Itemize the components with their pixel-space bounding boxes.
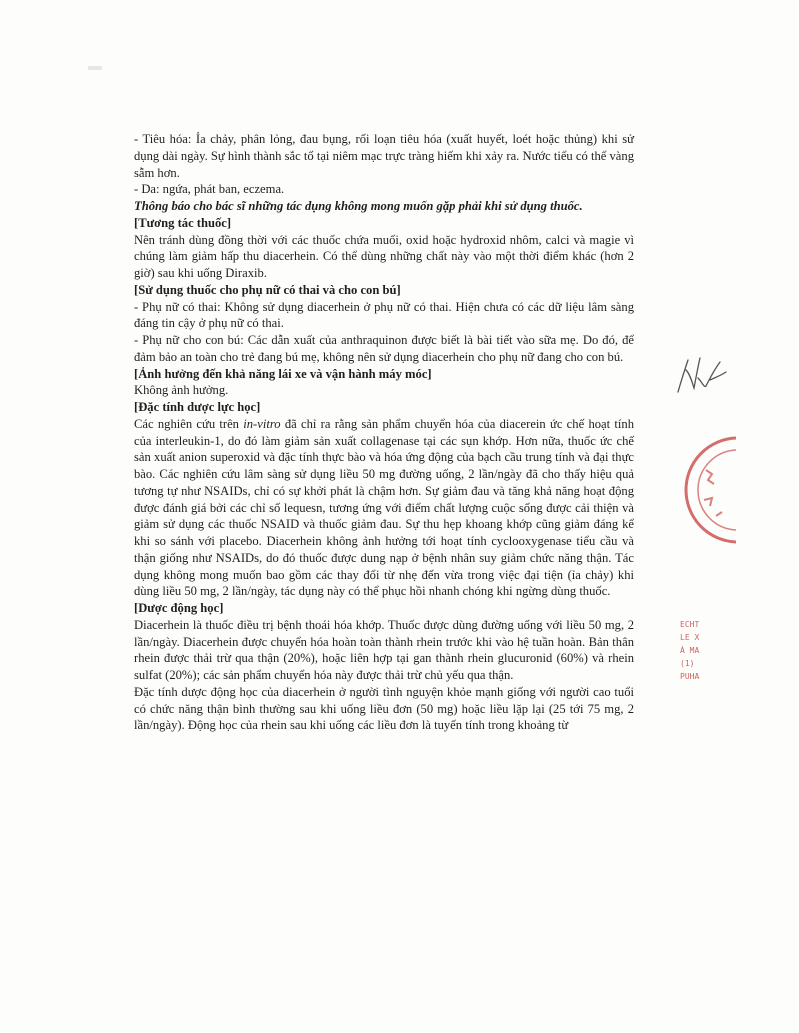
document-body bbox=[134, 131, 634, 734]
stamp-line: PUHA bbox=[680, 672, 700, 681]
pd-text-start: Các nghiên cứu trên bbox=[134, 416, 244, 431]
handwritten-signature bbox=[672, 348, 732, 398]
doctor-notice: Thông báo cho bác sĩ những tác dụng không mong muốn gặp phải khi sử dụng thuốc. bbox=[134, 199, 583, 213]
stamp-line: (1) bbox=[680, 659, 695, 668]
pharmacokinetics-text-1: Diacerhein là thuốc điều trị bệnh thoái hóa khớp. Thuốc được dùng đường uống với liều 50 mg, 2 lần/ngày. Diacerhein được chuyển hóa hoàn toàn thành rhein trước khi vào hệ tuần hoàn. Bản thân rhein được thải trừ qua thận (20%), hoặc liên hợp tại gan thành rhein glucuronid (60%) và rhein sulfat (20%); các sản phẩm chuyển hóa này được thải trừ chủ yếu qua thận. bbox=[134, 617, 634, 682]
stamp-line: ECHT bbox=[680, 620, 700, 629]
pharmacodynamics-text bbox=[134, 416, 634, 600]
heading-pregnancy-lactation: [Sử dụng thuốc cho phụ nữ có thai và cho con bú] bbox=[134, 282, 401, 297]
side-effect-digestive: - Tiêu hóa: Ỉa chảy, phân lỏng, đau bụng, rối loạn tiêu hóa (xuất huyết, loét hoặc thủng) khi sử dụng dài ngày. Sự hình thành sắc tố tại niêm mạc trực tràng hiếm khi xảy ra. Nước tiểu có thể vàng sẫm hơn. bbox=[134, 132, 634, 180]
side-effect-skin: - Da: ngứa, phát ban, eczema. bbox=[134, 182, 285, 197]
heading-pharmacodynamics: [Đặc tính dược lực học] bbox=[134, 400, 261, 414]
driving-text: Không ảnh hưởng. bbox=[134, 383, 229, 398]
stamp-line: À MA bbox=[680, 646, 700, 655]
red-seal-stamp bbox=[676, 430, 736, 550]
pd-text-rest: đã chỉ ra rằng sản phẩm chuyển hóa của diacerein ức chế hoạt tính của interleukin-1, do đó làm giảm sản xuất collagenase tại các sụn khớp. Hơn nữa, thuốc ức chế sản xuất anion superoxid và đặc tính thực bào và hóa ứng động của bạch cầu trung tính và đại thực bào. Các nghiên cứu lâm sàng sử dụng liều 50 mg đường uống, 2 lần/ngày đã cho thấy hiệu quả tương tự như NSAIDs, chỉ có sự khởi phát là chậm hơn. Sự giảm đau và tăng khả năng hoạt động được đánh giá bởi các chỉ số lequesn, tương ứng với điểm chất lượng cuộc sống được cải thiện và giảm sử dụng các thuốc NSAID và thuốc giảm đau. Sự thu hẹp khoang khớp cũng giảm đáng kể khi so sánh với placebo. Diacerhein không ảnh hưởng tới hoạt tính cyclooxygenase tiểu cầu và thận giống như NSAIDs, do đó thuốc được dung nạp ở bệnh nhân suy giảm chức năng thận. Tác dụng không mong muốn bao gồm các thay đổi từ nhẹ đến vừa trong việc đại tiện (ỉa chảy) khi dùng liều 50 mg, 2 lần/ngày, tác dụng này có thể phục hồi nhanh chóng khi ngừng dùng thuốc. bbox=[134, 416, 634, 599]
heading-driving: [Ảnh hưởng đến khả năng lái xe và vận hành máy móc] bbox=[134, 366, 432, 381]
interactions-text: Nên tránh dùng đồng thời với các thuốc chứa muối, oxid hoặc hydroxid nhôm, calci và magie vì chúng làm giảm hấp thu diacerhein. Có thể dùng những chất này vào một thời điểm khác (hơn 2 giờ) sau khi uống Diraxib. bbox=[134, 232, 634, 280]
pharmacokinetics-text-2: Đặc tính dược động học của diacerhein ở người tình nguyện khỏe mạnh giống với người cao tuổi có chức năng thận bình thường sau khi uống liều đơn (50 mg) hoặc liều lặp lại (25 tới 75 mg, 2 lần/ngày). Động học của rhein sau khi uống các liều đơn là tuyến tính trong khoảng từ bbox=[134, 684, 634, 733]
stamp-line: LE X bbox=[680, 633, 700, 642]
pd-text-italic: in-vitro bbox=[243, 416, 281, 431]
heading-pharmacokinetics: [Dược động học] bbox=[134, 601, 224, 615]
heading-drug-interactions: [Tương tác thuốc] bbox=[134, 215, 232, 230]
lactation-text: - Phụ nữ cho con bú: Các dẫn xuất của anthraquinon được biết là bài tiết vào sữa mẹ. Do đó, để đảm bảo an toàn cho trẻ đang bú mẹ, không nên sử dụng diacerhein cho phụ nữ đang cho con bú. bbox=[134, 333, 634, 364]
pregnancy-text: - Phụ nữ có thai: Không sử dụng diacerhein ở phụ nữ có thai. Hiện chưa có các dữ liệu lâm sàng đáng tin cậy ở phụ nữ có thai. bbox=[134, 299, 634, 331]
stamp-text-block bbox=[680, 618, 699, 683]
scan-artifact bbox=[88, 66, 102, 70]
